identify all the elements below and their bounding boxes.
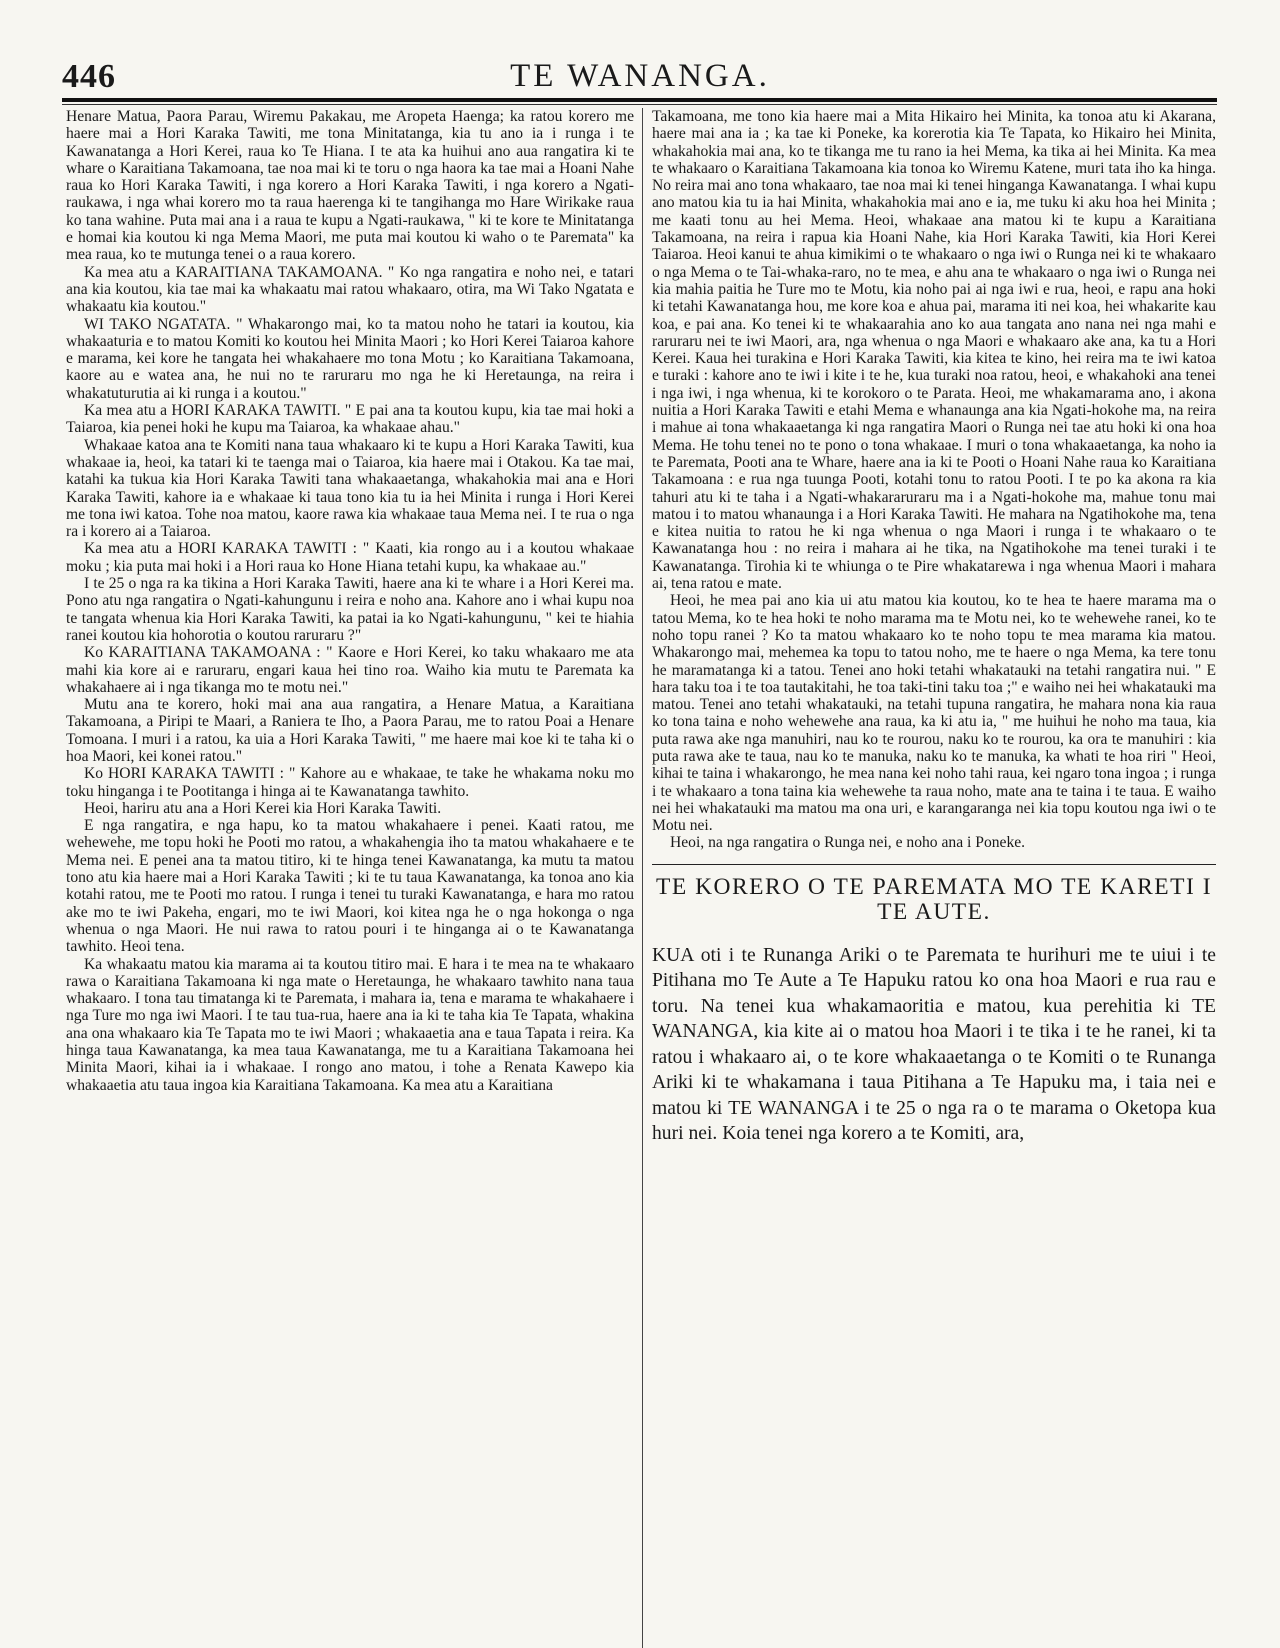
paragraph: Takamoana, me tono kia haere mai a Mita Hikairo hei Minita, ka tonoa atu ki Akarana, haere mai ana ia ; ka tae ki Poneke, ka korerotia kia Te Tapata, ko Hikairo hei Minita, whakahokia mai ana, ko te tikanga me tu rano ia hei Mema, ka tika ai hei Minita. Ka mea te whakaaro o Karaitiana Takamoana kia tonoa ko Wiremu Katene, muri tata iho ka hinga. No reira mai ano tona whakaaro, tae noa mai ki tenei hinganga Kawanatanga. I whai kupu ano matou kia tu ia hai Minita, whakahokia mai ano e ia, me tuku ki aku hoa hei Minita ; me kaati tonu au hei Mema. Heoi, whakaae ana matou ki te kupu a Karaitiana Takamoana, na reira i rapua kia Hoani Nahe, kia Hori Karaka Tawiti, kia Hori Kerei Taiaroa. Heoi kanui te ahua kimikimi o te whakaaro o nga iwi o Runga nei ki te whakaaro o nga Mema o te Tai-whaka-raro, no te mea, e ahu ana te whakaaro o nga iwi o Runga nei kia mahia paitia he Ture mo te Motu, kia noho pai ai nga iwi e rua, heoi, e rapu ana hoki ki tetahi Kawanatanga hou, me kore koa e ahua pai, marama iti nei koa, hei whakarite kau koa, e pai ana. Ko tenei ki te whakaarahia ano ko aua tangata ano nana nei nga mahi e raruraru nei te iwi Maori, ara, nga whenua o nga Maori e whakaaro ake ana, ka tu a Hori Kerei. Kaua hei turakina e Hori Karaka Tawiti, kia kitea te kino, hei reira ma te iwi katoa e turaki : kahore ano te iwi i kite i te he, kua turaki noa ratou, heoi, e whakahoki ana tenei i nga iwi, i nga whenua, ki te korokoro o te Parata. Heoi, me whakamarama ano, i akona nuitia a Hori Karaka Tawiti e etahi Mema e whanaunga ana kia Ngati-hokohe ma, na reira i mahue ai tona whakaaetanga ki nga rangatira Maori o Runga nei tae atu hoki ki ona hoa Mema. He tohu tenei no te pono o tona whakaae. I muri o tona whakaaetanga, ka noho ia te Paremata, Pooti ana te Whare, haere ana ia ki te Pooti o Hoani Nahe raua ko Karaitiana Takamoana : e rua nga tuunga Pooti, kotahi tonu to ratou Pooti. I te po ka akona ra kia tahuri atu ki te taha i a Ngati-whakararuraru ma i a Ngati-hokohe ma, mahue tonu mai matou i to matou whanaunga i a Hori Karaka Tawiti. He mahara na Ngatihokohe ma, tena e kitea nuitia to ratou he ki nga whenua o nga Maori i runga i te whakaaro o te Kawanatanga hou : no reira i mahara ai he tika, na Ngatihokohe ma tenei turaki i te Kawanatanga. Tirohia ki te whiunga o te Pire whakatarewa i nga whenua Maori i mahara ai, tena ratou e mate. (652, 108, 1216, 593)
article-body (652, 943, 1216, 1147)
paragraph: Ko KARAITIANA TAKAMOANA : " Kaore e Hori Kerei, ko taku whakaaro me ata mahi kia kore ai e raruraru, engari kaua hei tino roa. Waiho kia mutu te Paremata ka whakahaere ai i nga tikanga mo te motu nei." (66, 644, 634, 696)
paragraph: Ka mea atu a HORI KARAKA TAWITI : " Kaati, kia rongo au i a koutou whakaae moku ; kia puta mai hoki i a Hori raua ko Hone Hiana tetahi kupu, ka whakaae au." (66, 540, 634, 575)
left-column (66, 108, 634, 1094)
masthead-title: TE WANANGA. (510, 58, 770, 94)
paragraph: Mutu ana te korero, hoki mai ana aua rangatira, a Henare Matua, a Karaitiana Takamoana, a Piripi te Maari, a Raniera te Iho, a Paora Parau, me to ratou Poai a Henare Tomoana. I muri i a ratou, ka uia a Hori Karaka Tawiti, " me haere mai koe ki te taha ki o hoa Maori, kei konei ratou." (66, 696, 634, 765)
header-rule-thin (62, 104, 1217, 105)
paragraph: I te 25 o nga ra ka tikina a Hori Karaka Tawiti, haere ana ki te whare i a Hori Kerei ma. Pono atu nga rangatira o Ngati-kahungunu i reira e noho ana. Kahore ano i whai kupu noa te tangata whenua kia Hori Karaka Tawiti, ka patai ia ko Ngati-kahungunu, " kei te hiahia ranei koutou kia hohorotia o koutou raruraru ?" (66, 575, 634, 644)
paragraph: Ko HORI KARAKA TAWITI : " Kahore au e whakaae, te take he whakama noku mo toku hinganga i te Pootitanga i hinga ai te Kawanatanga tawhito. (66, 765, 634, 800)
paragraph: E nga rangatira, e nga hapu, ko ta matou whakahaere i penei. Kaati ratou, me wehewehe, me topu hoki he Pooti mo ratou, a whakahengia iho ta matou whakahaere e te Mema nei. E penei ana ta matou titiro, ki te hinga tenei Kawanatanga, ka mutu ta matou tono atu kia haere mai a Hori Karaka Tawiti ; ki te tu taua Kawanatanga, ka tonoa ano kia kotahi ratou, me te Pooti mo ratou. I runga i tenei tu turaki Kawanatanga, e hara mo ratou ake mo te iwi Pakeha, engari, mo te iwi Maori, koi kitea nga he o nga hokonga o nga whenua o nga Maori. He nui rawa to ratou pouri i te hinganga ai o te Kawanatanga tawhito. Heoi tena. (66, 817, 634, 956)
paragraph: Whakaae katoa ana te Komiti nana taua whakaaro ki te kupu a Hori Karaka Tawiti, kua whakaae ia, heoi, ka tatari ki te taenga mai o Taiaroa, kia haere mai i Otakou. Ka tae mai, katahi ka tukua kia Hori Karaka Tawiti tana whakaaetanga, whakahokia mai ana e Hori Karaka Tawiti, kahore ia e whakaae ki taua tono kia tu ia hei Minita i runga i Hori Kerei me tona iwi katoa. Tohe noa matou, kaore rawa kia whakaae taua Mema nei. I te rua o nga ra i korero ai a Taiaroa. (66, 436, 634, 541)
paragraph: Ka mea atu a KARAITIANA TAKAMOANA. " Ko nga rangatira e noho nei, e tatari ana kia koutou, kia tae mai ka whakaatu mai ratou whakaaro, otira, ma Wi Tako Ngatata e whakaatu kia koutou." (66, 263, 634, 316)
column-divider (642, 108, 643, 1648)
paragraph: KUA oti i te Runanga Ariki o te Paremata te hurihuri me te uiui i te Pitihana mo Te Aute a Te Hapuku ratou ko ona hoa Maori e rua rau e toru. Na tenei kua whakamaoritia e matou, kua perehitia ki TE WANANGA, kia kite ai o matou hoa Maori i te tika i te he ranei, ki ta ratou i whakaaro ai, o te kore whakaaetanga o te Komiti o te Runanga Ariki ki te whakamana i taua Pitihana a Te Hapuku ma, i taia nei e matou ki TE WANANGA i te 25 o nga ra o te marama o Oketopa kua huri nei. Koia tenei nga korero a te Komiti, ara, (652, 944, 1216, 1145)
article-title: TE KORERO O TE PAREMATA MO TE KARETI I TE AUTE. (655, 873, 1213, 925)
paragraph: Ka mea atu a HORI KARAKA TAWITI. " E pai ana ta koutou kupu, kia tae mai hoki a Taiaroa, kia penei hoki he kupu ma Taiaroa, ka whakaae ahau." (66, 402, 634, 437)
paragraph: Henare Matua, Paora Parau, Wiremu Pakakau, me Aropeta Haenga; ka ratou korero me haere mai a Hori Karaka Tawiti, me tona Minitatanga, kia tu ano ia i runga i te Kawanatanga a Hori Kerei, raua ko Te Hiana. I te ata ka huihui ano aua rangatira ki te whare o Karaitiana Takamoana, tae noa mai ki te toru o nga haora ka tae mai a Hoani Nahe raua ko Hori Karaka Tawiti, i nga korero a Hori Karaka Tawiti, i nga korero a Ngati-raukawa, i nga whai korero mo ta raua haerenga ki te tangihanga mo Hare Wirikake raua ko tana wahine. Puta mai ana i a raua te kupu a Ngati-raukawa, " ki te kore te Minitatanga e homai kia koutou ki nga Mema Maori, me puta mai koutou ki waho o te Paremata" ka mea raua, ko te mutunga tenei o a raua korero. (66, 108, 634, 264)
paragraph: Heoi, he mea pai ano kia ui atu matou kia koutou, ko te hea te haere marama ma o tatou Mema, ko te hea hoki te noho marama ma te Motu nei, ko te wehewehe ranei, ko te noho topu ranei ? Ko ta matou whakaaro ko te noho topu te mea marama kia matou. Whakarongo mai, mehemea ka topu to tatou noho, me te haere o nga Mema, ka tere tonu he maramatanga ki a tatou. Tenei ano hoki tetahi whakatauki na tetahi rangatira nui. " E hara taku toa i te toa tautakitahi, he toa taki-tini taku toa ;" e waiho nei hei whakatauki ma matou. Tenei ano tetahi whakatauki, na tetahi tupuna rangatira, he mahara nona kia raua ko tona taina e noho wehewehe ana raua, ka ki atu ia, " me huihui he noho ma taua, kia puta rawa ake nga manuhiri, nau ko te rourou, naku ko te rourou, ka ora te manuhiri : kia puta rawa ake te taua, nau ko te manuka, naku ko te manuka, ka whati te hoa riri " Heoi, kihai te taina i whakarongo, he mea nana kei noho tahi raua, kei ngaro tona ingoa ; i runga i te whakaaro a tona taina kia wehewehe ta raua noho, mate ana te taina i te taua. E waiho nei hei whakatauki ma matou ma ona uri, e karangaranga nei kia topu koutou nga iwi o te Motu nei. (652, 592, 1216, 835)
right-column (652, 108, 1216, 1147)
section-separator (652, 864, 1216, 865)
paragraph: Heoi, hariru atu ana a Hori Kerei kia Hori Karaka Tawiti. (84, 799, 442, 817)
signature-line: Heoi, na nga rangatira o Runga nei, e noho ana i Poneke. (670, 834, 1026, 852)
page-number: 446 (62, 58, 116, 95)
paragraph: WI TAKO NGATATA. " Whakarongo mai, ko ta matou noho he tatari ia koutou, kia whakaaturia e to matou Komiti ko koutou hei Minita Maori ; ko Hori Kerei Taiaroa kahore e marama, kei kore he tangata hei whakahaere mo tona Motu ; ko Karaitiana Takamoana, kaore au e watea ana, he nui no te raruraru mo nga he ki Heretaunga, na reira i whakatuturutia ai ki runga i a koutou." (66, 315, 634, 402)
header-rule (62, 98, 1217, 102)
paragraph: Ka whakaatu matou kia marama ai ta koutou titiro mai. E hara i te mea na te whakaaro rawa o Karaitiana Takamoana ki nga mate o Heretaunga, he whakaaro tawhito nana taua whakaaro. I tona tau timatanga ki te Paremata, i mahara ia, tena e marama te whakahaere i nga Ture mo nga iwi Maori. I te tau tua-rua, haere ana ia ki te taha kia Te Tapata, whakina ana ona whakaaro kia Te Tapata mo te iwi Maori ; whakaaetia ana e taua Tapata i reira. Ka hinga taua Kawanatanga, ka mea taua Kawanatanga, me tu a Karaitiana Takamoana hei Minita Maori, kihai ia i whakaae. I rongo ano matou, i tohe a Renata Kawepo kia whakaaetia atu taua ingoa kia Karaitiana Takamoana. Ka mea atu a Karaitiana (66, 955, 634, 1094)
